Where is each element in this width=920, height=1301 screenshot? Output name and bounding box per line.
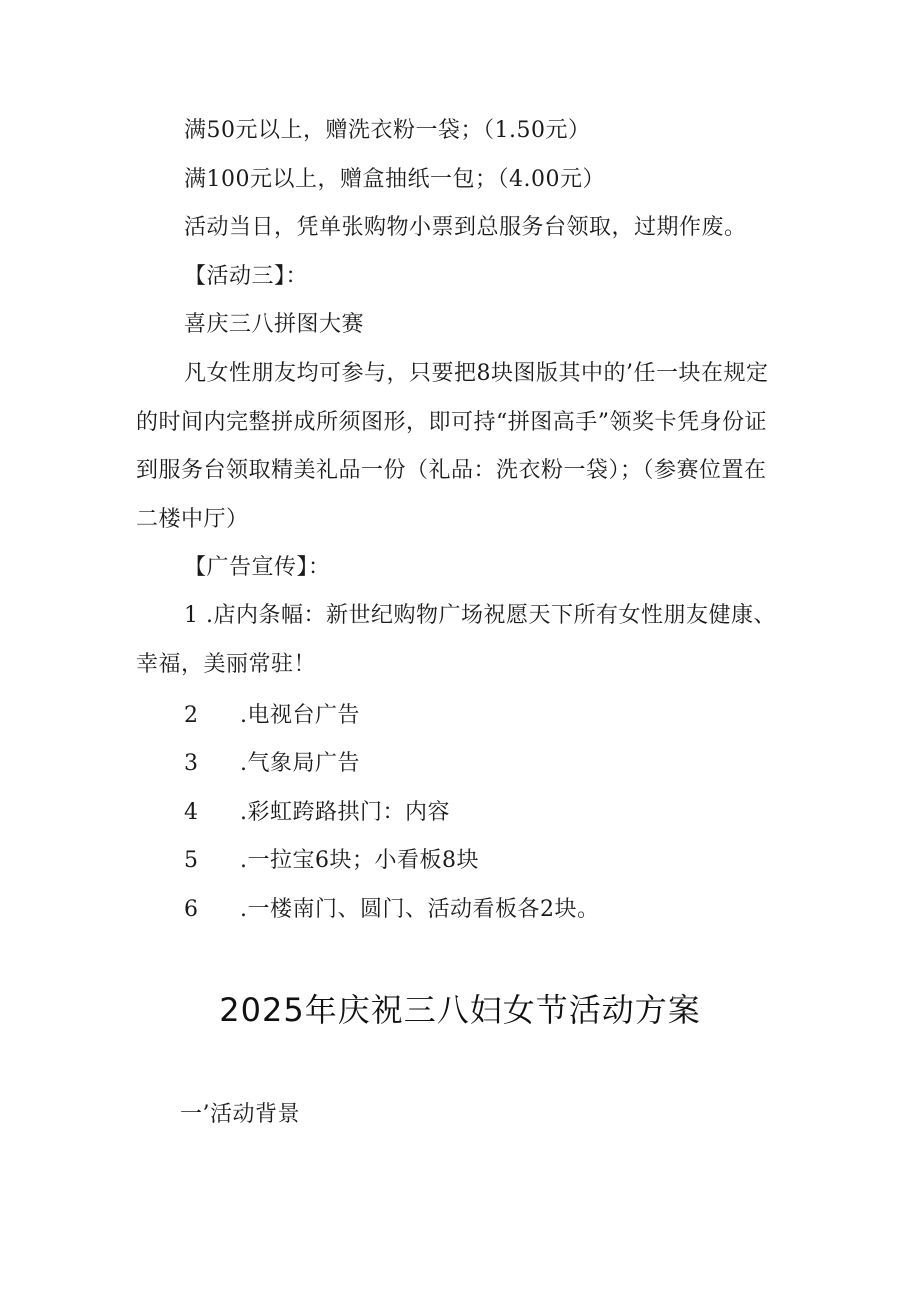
ad-item-6 (184, 895, 600, 925)
ad-item-text: .一楼南门、圆门、活动看板各2块。 (240, 897, 600, 922)
activity-three-name: 喜庆三八拼图大赛 (184, 312, 365, 337)
ad-item-number: 6 (184, 897, 199, 922)
ad-item-1: 1 .店内条幅：新世纪购物广场祝愿天下所有女性朋友健康、幸福，美丽常驻！ (136, 603, 776, 677)
ad-item-4 (184, 798, 450, 828)
ad-item-text: .彩虹跨路拱门：内容 (240, 800, 450, 825)
ad-item-number: 4 (184, 800, 199, 825)
ad-item-number: 5 (184, 848, 199, 873)
ad-item-text: .一拉宝6块；小看板8块 (240, 848, 479, 873)
ad-item-text: .电视台广告 (240, 703, 360, 728)
ad-item-text: .气象局广告 (240, 751, 360, 776)
section-one-heading: 一’活动背景 (180, 1102, 300, 1127)
document-title: 2025年庆祝三八妇女节活动方案 (219, 991, 701, 1029)
ad-item-number: 3 (184, 751, 199, 776)
ad-item-number: 2 (184, 703, 199, 728)
activity-three-description: 凡女性朋友均可参与，只要把8块图版其中的’任一块在规定的时间内完整拼成所须图形，即可持“拼图高手”领奖卡凭身份证到服务台领取精美礼品一份（礼品：洗衣粉一袋）；（参赛位置在二楼中厅） (136, 361, 769, 532)
ad-item-3 (184, 749, 360, 779)
activity-three-heading: 【活动三】： (184, 264, 309, 289)
ad-item-2 (184, 701, 360, 731)
claim-rule: 活动当日，凭单张购物小票到总服务台领取，过期作废。 (184, 215, 747, 240)
ad-item-5 (184, 846, 479, 876)
gift-tier-100: 满100元以上，赠盒抽纸一包；（4.00元） (184, 167, 605, 192)
ad-heading: 【广告宣传】： (184, 555, 331, 580)
gift-tier-50: 满50元以上，赠洗衣粉一袋；（1.50元） (184, 118, 591, 143)
